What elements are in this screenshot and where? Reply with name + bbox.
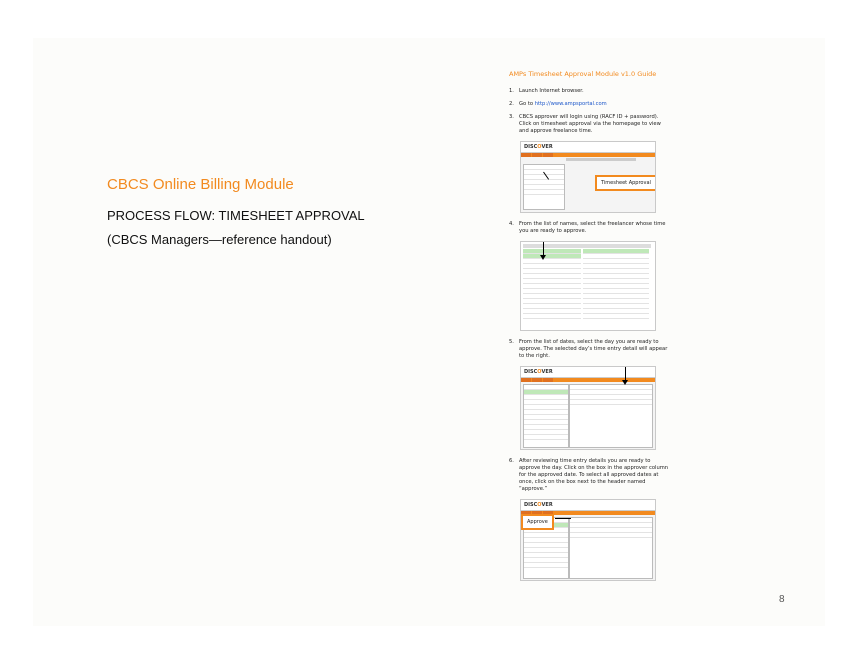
page-number: 8 — [779, 594, 785, 605]
step-text: Go to — [519, 101, 535, 107]
timesheet-approval-callout: Timesheet Approval — [595, 175, 656, 191]
step-number: 1. — [509, 88, 514, 94]
program-column — [583, 249, 649, 321]
discover-logo: DISCOVER — [524, 502, 553, 508]
detail-panel — [569, 517, 653, 579]
step-5 — [509, 339, 669, 360]
freelancer-list-screenshot — [520, 241, 656, 331]
welcome-banner — [566, 158, 636, 161]
arrow-head — [622, 380, 628, 385]
date-list-screenshot — [520, 366, 656, 450]
step-number: 4. — [509, 221, 514, 227]
discover-logo: DISCOVER — [524, 369, 553, 375]
step-text: After reviewing time entry details you are ready to approve the day. Click on the box in the approver column for the approved date. To select all approved dates at once, click on the box next to the header named “approve.” — [519, 458, 669, 492]
screenshot-header — [521, 367, 655, 378]
arrow-head — [540, 255, 546, 260]
step-text: From the list of names, select the freelancer whose time you are ready to approve. — [519, 221, 666, 234]
step-text: Launch Internet browser. — [519, 88, 584, 94]
step-number: 2. — [509, 101, 514, 107]
slide-background — [33, 38, 825, 626]
step-3 — [509, 114, 669, 135]
portal-link[interactable]: http://www.ampsportal.com — [534, 101, 607, 107]
step-number: 3. — [509, 114, 514, 120]
step-text: From the list of dates, select the day you are ready to approve. The selected day’s time entry detail will appear to the right. — [519, 339, 668, 359]
detail-panel — [569, 384, 653, 448]
arrow — [555, 518, 571, 519]
discover-logo: DISCOVER — [524, 144, 553, 150]
approve-callout: Approve — [521, 514, 554, 530]
step-number: 5. — [509, 339, 514, 345]
step-number: 6. — [509, 458, 514, 464]
screenshot-header — [521, 500, 655, 511]
guide-document — [509, 70, 669, 589]
handout-note: (CBCS Managers—reference handout) — [107, 232, 332, 247]
approve-screenshot — [520, 499, 656, 581]
screenshot-tabs — [521, 378, 655, 382]
name-column — [523, 249, 581, 321]
screenshot-header — [521, 142, 655, 153]
arrow — [625, 367, 626, 381]
arrow — [543, 242, 544, 256]
step-1 — [509, 88, 669, 95]
screenshot-tabs — [521, 153, 655, 157]
guide-title: AMPs Timesheet Approval Module v1.0 Guide — [509, 70, 657, 78]
step-2 — [509, 101, 669, 108]
module-title: CBCS Online Billing Module — [107, 176, 294, 193]
homepage-screenshot — [520, 141, 656, 213]
step-text: CBCS approver will login using (RACF ID + password). Click on timesheet approval via the homepage to view and approve freelance time. — [519, 114, 661, 134]
step-4 — [509, 221, 669, 235]
process-flow-heading: PROCESS FLOW: TIMESHEET APPROVAL — [107, 208, 365, 223]
date-column — [523, 384, 569, 448]
step-6 — [509, 458, 669, 493]
